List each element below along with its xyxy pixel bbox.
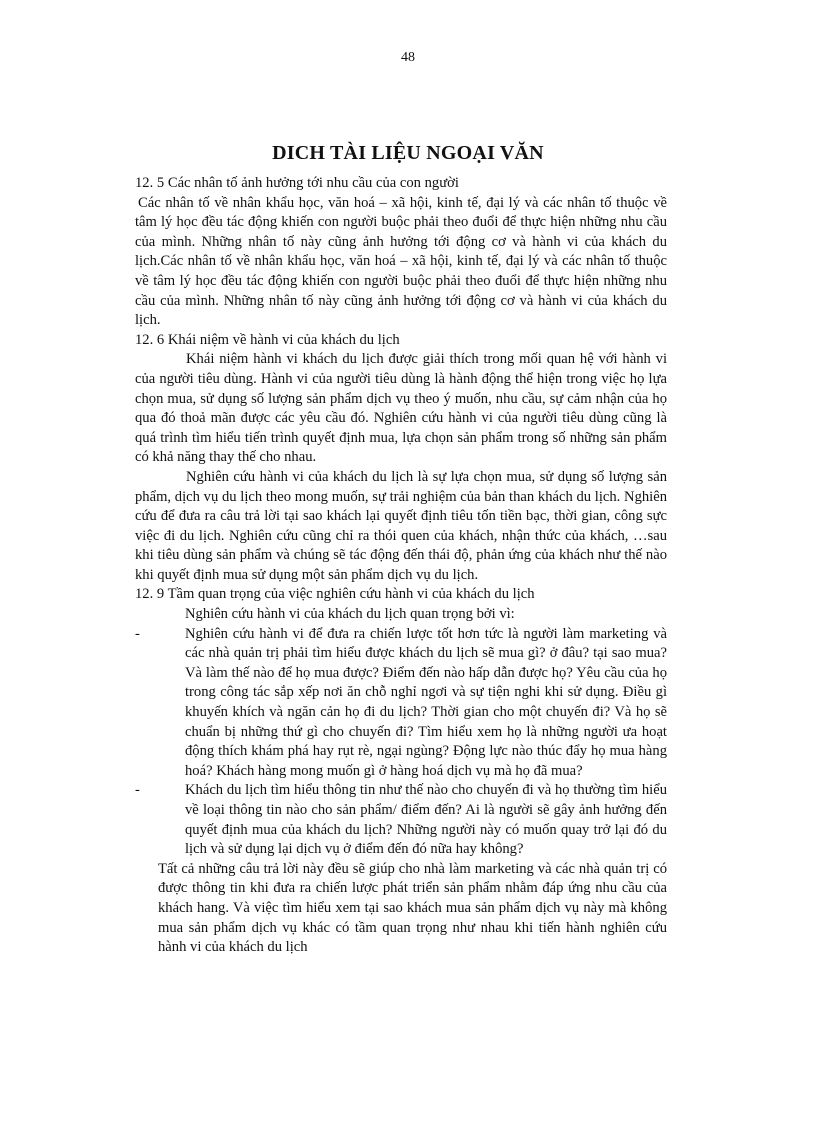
section-heading-12-9: 12. 9 Tầm quan trọng của việc nghiên cứu hành vi của khách du lịch — [135, 586, 535, 603]
list-item-text: Nghiên cứu hành vi để đưa ra chiến lược tốt hơn tức là người làm marketing và các nhà quản trị phải tìm hiểu được khách du lịch sẽ mua gì? ở đâu? tại sao mua? Và làm thế nào để họ mua được? Điểm đến nào hấp dẫn được họ? Yêu cầu của họ trong công tác sắp xếp nơi ăn chỗ nghỉ ngơi và sự tiện nghi khi sử dụng. Điều gì khuyến khích và ngăn cản họ đi du lịch? Thời gian cho một chuyến đi? Và họ sẽ chuẩn bị những thứ gì cho chuyến đi? Tìm hiểu xem họ là những người ưa hoạt động thích khám phá hay rụt rè, ngại ngùng? Động lực nào thúc đẩy họ mua hàng hoá? Khách hàng mong muốn gì ở hàng hoá dịch vụ mà họ đã mua? — [185, 625, 667, 779]
paragraph: Khái niệm hành vi khách du lịch được giải thích trong mối quan hệ với hành vi của người tiêu dùng. Hành vi của người tiêu dùng là hành động thể hiện trong việc họ lựa chọn mua, sử dụng số lượng sản phẩm dịch vụ theo ý muốn, nhu cầu, sự cảm nhận của họ qua đó thoả mãn được các yêu cầu đó. Nghiên cứu hành vi của người tiêu dùng cũng là quá trình tìm hiểu tiến trình quyết định mua, lựa chọn sản phẩm trong số những sản phẩm có khả năng thay thế cho nhau. — [135, 351, 667, 466]
section-heading-12-5: 12. 5 Các nhân tố ảnh hưởng tới nhu cầu của con người — [135, 175, 459, 191]
list-item — [135, 625, 667, 782]
paragraph: Nghiên cứu hành vi của khách du lịch là sự lựa chọn mua, sử dụng số lượng sản phẩm, dịch vụ du lịch theo mong muốn, sự trải nghiệm của bản than khách du lịch. Nghiên cứu để đưa ra câu trả lời tại sao khách lại quyết định tiêu tốn tiền bạc, thời gian, công sực việc đi du lịch. Nghiên cứu cũng chỉ ra thói quen của khách, nhận thức của khách, …sau khi tiêu dùng sản phẩm và chúng sẽ tác động đến thái độ, phản ứng của khách như thế nào khi quyết định mua sử dụng một sản phẩm dịch vụ du lịch. — [135, 468, 667, 583]
dash-bullet-icon: - — [135, 625, 140, 642]
list-item — [135, 781, 667, 859]
document-body — [135, 174, 667, 958]
page-number: 48 — [401, 50, 415, 65]
dash-bullet-icon: - — [135, 782, 140, 799]
section-heading-12-6: 12. 6 Khái niệm về hành vi của khách du lịch — [135, 331, 400, 348]
paragraph: Các nhân tố về nhân khẩu học, văn hoá – xã hội, kinh tế, đại lý và các nhân tố thuộc về tâm lý học đều tác động khiến con người buộc phải theo đuổi để thực hiện những nhu cầu của mình. Những nhân tố này cũng ảnh hưởng tới động cơ và hành vi của khách du lịch.Các nhân tố về nhân khẩu học, văn hoá – xã hội, kinh tế, đại lý và các nhân tố thuộc về tâm lý học đều tác động khiến con người buộc phải theo đuổi để thực hiện những nhu cầu của mình. Những nhân tố này cũng ảnh hưởng tới động cơ và hành vi của khách du lịch. — [135, 194, 667, 329]
list-item-text: Khách du lịch tìm hiểu thông tin như thế nào cho chuyến đi và họ thường tìm hiểu về loại thông tin nào cho sản phẩm/ điểm đến? Ai là người sẽ gây ảnh hưởng đến quyết định mua của khách du lịch? Những người này có muốn quay trở lại đó du lịch và sử dụng lại dịch vụ ở điểm đến đó nữa hay không? — [185, 782, 667, 858]
closing-paragraph: Tất cả những câu trả lời này đều sẽ giúp cho nhà làm marketing và các nhà quản trị có được thông tin khi đưa ra chiến lược phát triển sản phẩm nhằm đáp ứng nhu cầu của khách hang. Và việc tìm hiểu xem tại sao khách mua sản phẩm dịch vụ này mà không mua sản phẩm dịch vụ khác có tầm quan trọng như nhau khi tiến hành nghiên cứu hành vi của khách du lịch — [158, 860, 667, 956]
lead-sentence: Nghiên cứu hành vi của khách du lịch quan trọng bởi vì: — [185, 606, 515, 623]
document-title: DICH TÀI LIỆU NGOẠI VĂN — [272, 142, 544, 165]
